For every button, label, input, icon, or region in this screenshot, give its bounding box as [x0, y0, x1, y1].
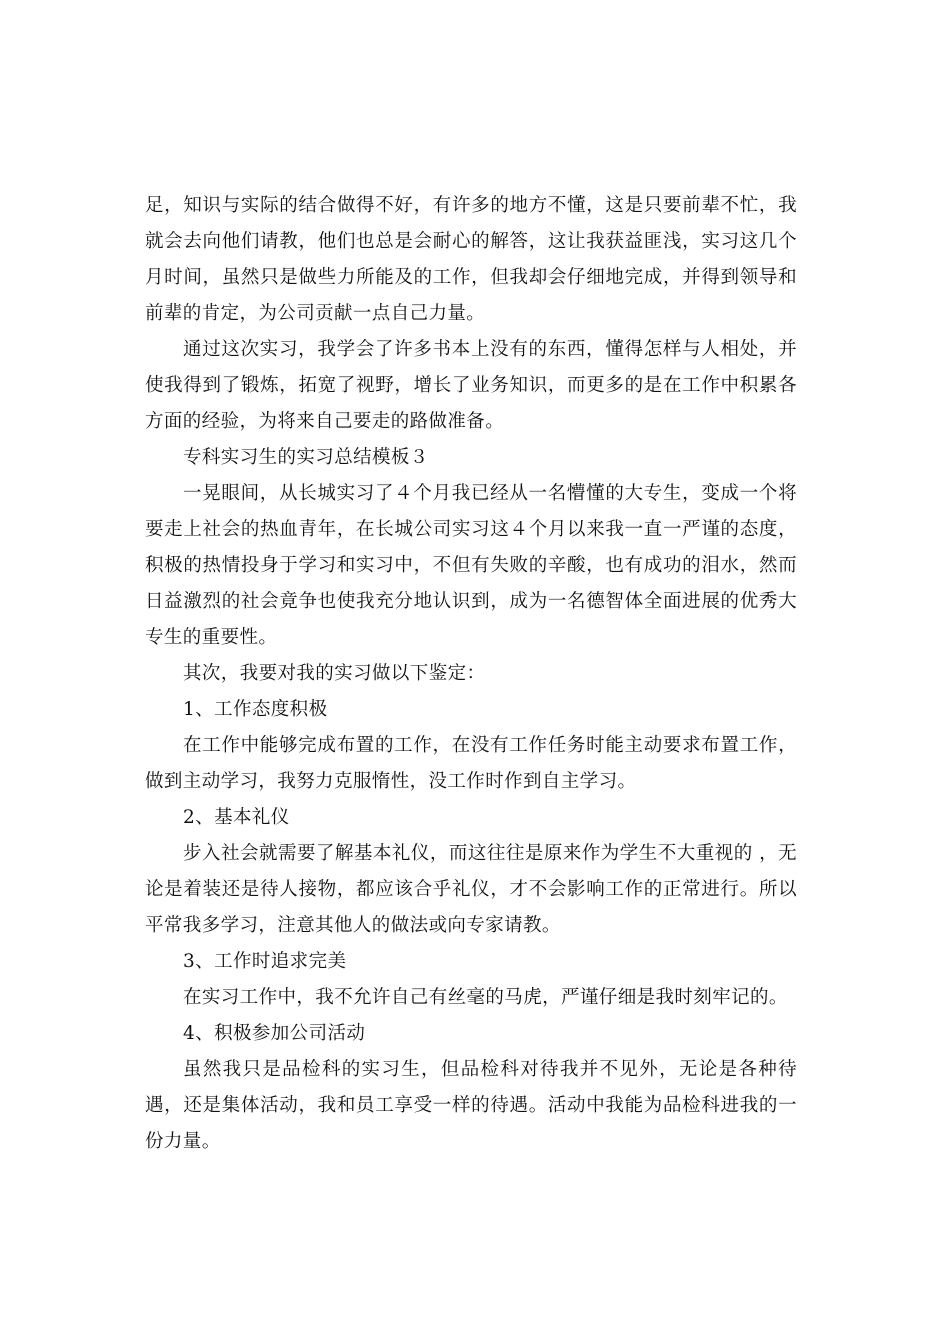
- document-body: [145, 188, 797, 1160]
- paragraph-company-activities: 虽然我只是品检科的实习生，但品检科对待我并不见外，无论是各种待遇，还是集体活动，我和员工享受一样的待遇。活动中我能为品检科进我的一份力量。: [145, 1059, 797, 1152]
- heading-work-attitude: 1、工作态度积极: [183, 699, 328, 720]
- paragraph-self-assessment-lead: 其次，我要对我的实习做以下鉴定：: [183, 663, 486, 684]
- paragraph-basic-etiquette: 步入社会就需要了解基本礼仪，而这往往是原来作为学生不大重视的 ，无论是着装还是待人接物，都应该合乎礼仪，才不会影响工作的正常进行。所以平常我多学习，注意其他人的做法或向专家请教。: [145, 843, 797, 936]
- paragraph-intro-great-wall: 一晃眼间，从长城实习了４个月我已经从一名懵懂的大专生，变成一个将要走上社会的热血青年，在长城公司实习这４个月以来我一直一严谨的态度，积极的热情投身于学习和实习中，不但有失败的辛酸，也有成功的泪水，然而日益激烈的社会竟争也使我充分地认识到，成为一名德智体全面进展的优秀大专生的重要性。: [145, 483, 797, 648]
- paragraph-internship-gains: 通过这次实习，我学会了许多书本上没有的东西，懂得怎样与人相处，并使我得到了锻炼，拓宽了视野，增长了业务知识，而更多的是在工作中积累各方面的经验，为将来自己要走的路做准备。: [145, 339, 797, 432]
- heading-pursue-perfection: 3、工作时追求完美: [183, 951, 347, 972]
- heading-company-activities: 4、积极参加公司活动: [183, 1023, 366, 1044]
- paragraph-continuation: 足，知识与实际的结合做得不好，有许多的地方不懂，这是只要前辈不忙，我就会去向他们请教，他们也总是会耐心的解答，这让我获益匪浅，实习这几个月时间，虽然只是做些力所能及的工作，但我却会仔细地完成，并得到领导和前辈的肯定，为公司贡献一点自己力量。: [145, 195, 797, 324]
- paragraph-work-attitude: 在工作中能够完成布置的工作，在没有工作任务时能主动要求布置工作，做到主动学习，我努力克服惰性，没工作时作到自主学习。: [145, 735, 797, 792]
- section-title-template-3: 专科实习生的实习总结模板３: [183, 447, 429, 468]
- heading-basic-etiquette: 2、基本礼仪: [183, 807, 290, 828]
- paragraph-pursue-perfection: 在实习工作中，我不允许自己有丝毫的马虎，严谨仔细是我时刻牢记的。: [183, 987, 788, 1008]
